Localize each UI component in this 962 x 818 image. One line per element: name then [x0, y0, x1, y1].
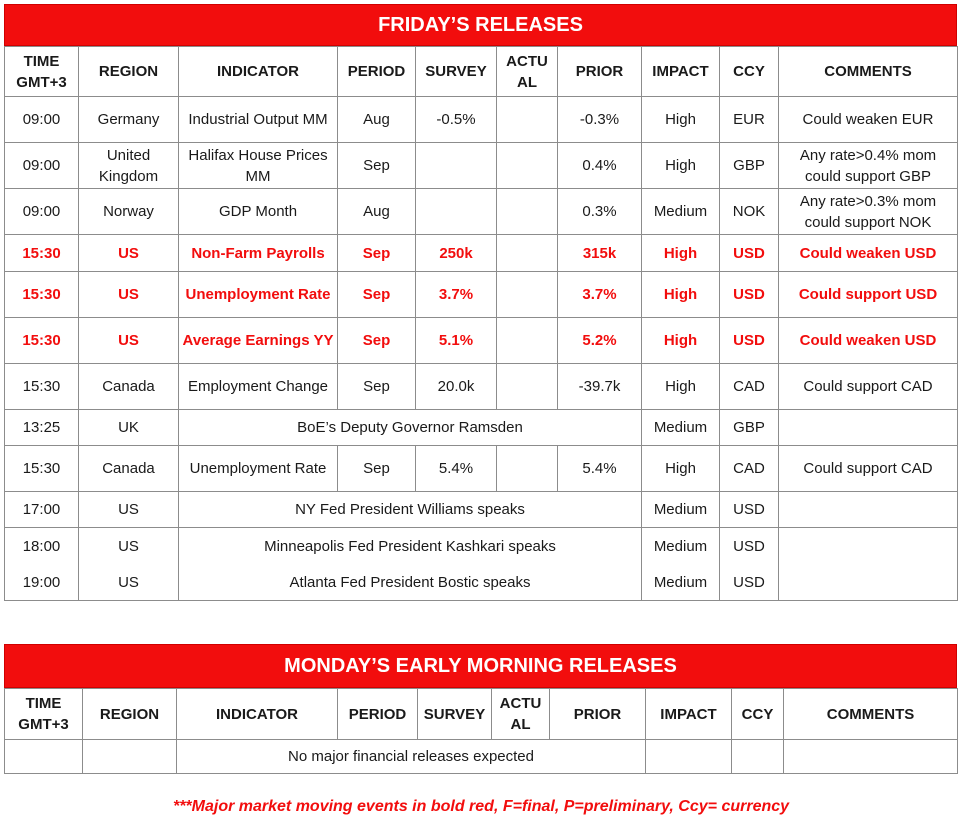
friday-section [4, 4, 957, 601]
table-row [5, 565, 958, 601]
cell-period: Aug [338, 189, 416, 235]
monday-table [4, 688, 958, 774]
cell-impact: High [642, 143, 720, 189]
friday-header-row [5, 47, 958, 97]
cell-ccy [732, 740, 784, 774]
table-row [5, 97, 958, 143]
cell-indicator: Non-Farm Payrolls [179, 235, 338, 272]
monday-section [4, 644, 957, 774]
cell-region: Germany [79, 97, 179, 143]
cell-time: 15:30 [5, 235, 79, 272]
cell-region: US [79, 528, 179, 565]
cell-indicator: Unemployment Rate [179, 272, 338, 318]
cell-region: US [79, 272, 179, 318]
friday-title: FRIDAY’S RELEASES [4, 4, 957, 46]
cell-comment: Any rate>0.3% mom could support NOK [779, 189, 958, 235]
header-prior: PRIOR [550, 689, 646, 740]
table-row [5, 410, 958, 446]
cell-time: 18:00 [5, 528, 79, 565]
cell-impact: High [642, 235, 720, 272]
table-row [5, 492, 958, 528]
cell-ccy: USD [720, 492, 779, 528]
cell-indicator: Unemployment Rate [179, 446, 338, 492]
cell-prior: 5.4% [558, 446, 642, 492]
cell-survey: 5.1% [416, 318, 497, 364]
header-indicator: INDICATOR [179, 47, 338, 97]
cell-ccy: USD [720, 272, 779, 318]
table-row [5, 272, 958, 318]
table-row [5, 528, 958, 565]
cell-prior: 3.7% [558, 272, 642, 318]
cell-event: BoE’s Deputy Governor Ramsden [179, 410, 642, 446]
cell-ccy: GBP [720, 143, 779, 189]
cell-survey [416, 189, 497, 235]
table-row [5, 318, 958, 364]
cell-time: 09:00 [5, 189, 79, 235]
header-period: PERIOD [338, 689, 418, 740]
cell-comment: Could weaken EUR [779, 97, 958, 143]
cell-impact: Medium [642, 528, 720, 565]
cell-region: Canada [79, 364, 179, 410]
cell-prior: -0.3% [558, 97, 642, 143]
cell-impact: Medium [642, 189, 720, 235]
cell-actual [497, 97, 558, 143]
cell-region: Canada [79, 446, 179, 492]
cell-region: US [79, 565, 179, 601]
cell-impact: Medium [642, 565, 720, 601]
table-row [5, 446, 958, 492]
cell-ccy: USD [720, 528, 779, 565]
header-survey: SURVEY [418, 689, 492, 740]
cell-region: US [79, 492, 179, 528]
cell-period: Sep [338, 235, 416, 272]
header-ccy: CCY [732, 689, 784, 740]
header-time: TIME GMT+3 [5, 47, 79, 97]
cell-comment [779, 528, 958, 565]
cell-comment [784, 740, 958, 774]
table-row [5, 189, 958, 235]
cell-survey [416, 143, 497, 189]
cell-comment: Could weaken USD [779, 235, 958, 272]
header-ccy: CCY [720, 47, 779, 97]
cell-impact: Medium [642, 410, 720, 446]
footnote: ***Major market moving events in bold red, F=final, P=preliminary, Ccy= currency [172, 798, 790, 815]
cell-comment: Could support CAD [779, 364, 958, 410]
cell-period: Sep [338, 446, 416, 492]
cell-comment [779, 410, 958, 446]
cell-actual [497, 446, 558, 492]
cell-period: Sep [338, 143, 416, 189]
cell-survey: 3.7% [416, 272, 497, 318]
cell-comment [779, 565, 958, 601]
cell-ccy: USD [720, 565, 779, 601]
monday-header-row [5, 689, 958, 740]
cell-impact: High [642, 446, 720, 492]
cell-impact: High [642, 97, 720, 143]
cell-prior: -39.7k [558, 364, 642, 410]
cell-time: 17:00 [5, 492, 79, 528]
cell-time: 15:30 [5, 318, 79, 364]
cell-impact: High [642, 272, 720, 318]
cell-period: Sep [338, 318, 416, 364]
no-releases-message: No major financial releases expected [177, 740, 646, 774]
cell-time: 09:00 [5, 143, 79, 189]
header-indicator: INDICATOR [177, 689, 338, 740]
cell-actual [497, 143, 558, 189]
cell-region: UK [79, 410, 179, 446]
cell-impact: High [642, 318, 720, 364]
header-actual: ACTU AL [492, 689, 550, 740]
cell-region [83, 740, 177, 774]
cell-time: 09:00 [5, 97, 79, 143]
cell-indicator: GDP Month [179, 189, 338, 235]
cell-survey: 250k [416, 235, 497, 272]
table-row [5, 740, 958, 774]
cell-comment: Could support CAD [779, 446, 958, 492]
header-comments: COMMENTS [779, 47, 958, 97]
table-row [5, 364, 958, 410]
header-region: REGION [79, 47, 179, 97]
header-impact: IMPACT [646, 689, 732, 740]
cell-region: US [79, 318, 179, 364]
cell-prior: 315k [558, 235, 642, 272]
cell-time [5, 740, 83, 774]
header-time: TIME GMT+3 [5, 689, 83, 740]
cell-ccy: USD [720, 318, 779, 364]
cell-event: Minneapolis Fed President Kashkari speaks [179, 528, 642, 565]
header-impact: IMPACT [642, 47, 720, 97]
header-period: PERIOD [338, 47, 416, 97]
cell-time: 19:00 [5, 565, 79, 601]
cell-event: NY Fed President Williams speaks [179, 492, 642, 528]
cell-prior: 5.2% [558, 318, 642, 364]
cell-survey: 20.0k [416, 364, 497, 410]
cell-region: Norway [79, 189, 179, 235]
monday-title: MONDAY’S EARLY MORNING RELEASES [4, 644, 957, 688]
cell-ccy: EUR [720, 97, 779, 143]
cell-period: Sep [338, 272, 416, 318]
cell-actual [497, 364, 558, 410]
cell-time: 15:30 [5, 364, 79, 410]
cell-time: 13:25 [5, 410, 79, 446]
cell-prior: 0.4% [558, 143, 642, 189]
cell-ccy: GBP [720, 410, 779, 446]
table-row [5, 235, 958, 272]
header-survey: SURVEY [416, 47, 497, 97]
table-row [5, 143, 958, 189]
cell-actual [497, 189, 558, 235]
cell-indicator: Halifax House Prices MM [179, 143, 338, 189]
cell-region: United Kingdom [79, 143, 179, 189]
cell-impact [646, 740, 732, 774]
cell-survey: 5.4% [416, 446, 497, 492]
cell-actual [497, 235, 558, 272]
cell-time: 15:30 [5, 446, 79, 492]
cell-time: 15:30 [5, 272, 79, 318]
cell-ccy: CAD [720, 446, 779, 492]
cell-impact: High [642, 364, 720, 410]
cell-actual [497, 318, 558, 364]
header-actual: ACTU AL [497, 47, 558, 97]
cell-ccy: NOK [720, 189, 779, 235]
cell-indicator: Employment Change [179, 364, 338, 410]
friday-table [4, 46, 958, 601]
cell-event: Atlanta Fed President Bostic speaks [179, 565, 642, 601]
cell-indicator: Industrial Output MM [179, 97, 338, 143]
cell-prior: 0.3% [558, 189, 642, 235]
header-prior: PRIOR [558, 47, 642, 97]
cell-impact: Medium [642, 492, 720, 528]
cell-comment: Could weaken USD [779, 318, 958, 364]
cell-region: US [79, 235, 179, 272]
cell-comment [779, 492, 958, 528]
header-region: REGION [83, 689, 177, 740]
cell-period: Aug [338, 97, 416, 143]
cell-period: Sep [338, 364, 416, 410]
cell-comment: Any rate>0.4% mom could support GBP [779, 143, 958, 189]
cell-ccy: CAD [720, 364, 779, 410]
cell-survey: -0.5% [416, 97, 497, 143]
cell-ccy: USD [720, 235, 779, 272]
cell-comment: Could support USD [779, 272, 958, 318]
cell-actual [497, 272, 558, 318]
header-comments: COMMENTS [784, 689, 958, 740]
cell-indicator: Average Earnings YY [179, 318, 338, 364]
